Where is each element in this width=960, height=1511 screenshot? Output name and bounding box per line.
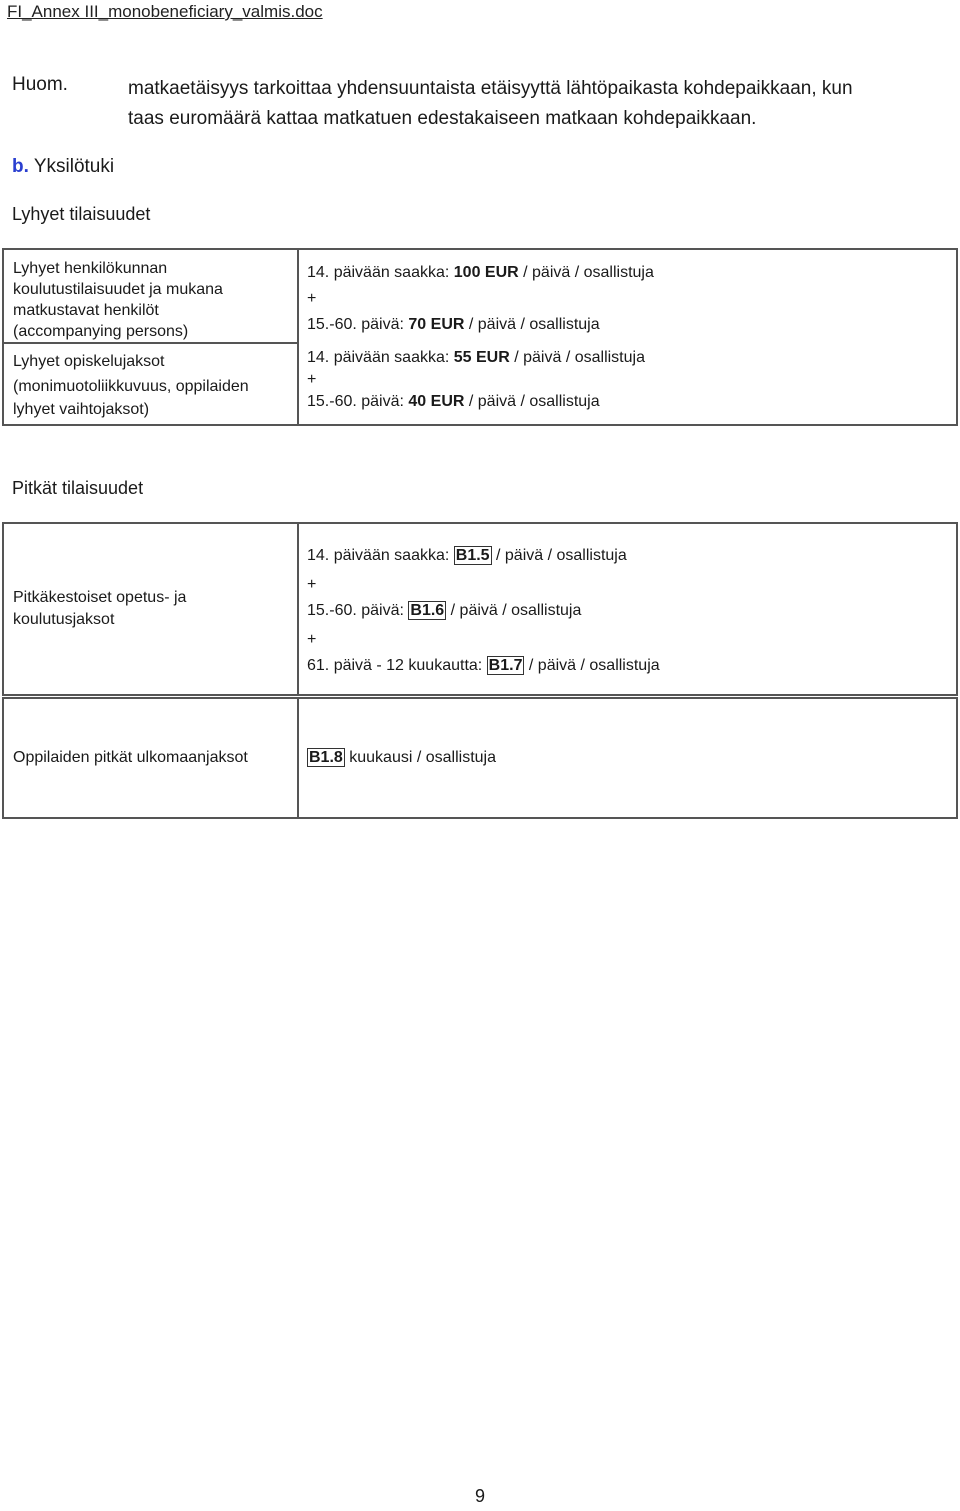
short-term-table bbox=[2, 248, 958, 426]
rate-period: 14. päivään saakka: bbox=[307, 264, 454, 281]
pupils-label-cell bbox=[3, 698, 298, 818]
note-label: Huom. bbox=[12, 74, 68, 95]
pupils-long-table bbox=[2, 697, 958, 819]
label-line: Lyhyet henkilökunnan bbox=[13, 260, 168, 277]
rate-line bbox=[307, 598, 946, 626]
rate-code: B1.6 bbox=[410, 602, 445, 619]
study-periods-label-cell bbox=[3, 343, 298, 425]
pupils-rate-cell bbox=[298, 698, 957, 818]
label-line: matkustavat henkilöt bbox=[13, 302, 159, 319]
rate-code: B1.7 bbox=[488, 657, 523, 674]
plus-sign: + bbox=[307, 631, 317, 648]
rate-amount: 55 EUR bbox=[453, 349, 510, 366]
rate-line bbox=[299, 749, 956, 767]
table-row bbox=[3, 698, 957, 818]
rate-unit: / päivä / osallistuja bbox=[464, 316, 600, 333]
short-term-heading: Lyhyet tilaisuudet bbox=[12, 204, 151, 224]
label-line: lyhyet vaihtojaksot) bbox=[13, 401, 150, 418]
table-row bbox=[3, 343, 957, 425]
long-term-table bbox=[2, 522, 958, 696]
label-line: (accompanying persons) bbox=[13, 323, 189, 340]
label-line: Pitkäkestoiset opetus- ja bbox=[13, 589, 187, 606]
rate-line bbox=[307, 391, 946, 413]
long-teaching-rates-cell bbox=[298, 523, 957, 695]
rate-unit: / päivä / osallistuja bbox=[509, 349, 645, 366]
rate-unit: / päivä / osallistuja bbox=[446, 602, 582, 619]
plus-sign: + bbox=[307, 576, 317, 593]
rate-line bbox=[307, 260, 946, 286]
rate-line bbox=[307, 312, 946, 338]
document-filename: FI_Annex III_monobeneficiary_valmis.doc bbox=[7, 2, 323, 21]
plus-sign: + bbox=[307, 371, 317, 388]
long-term-heading: Pitkät tilaisuudet bbox=[12, 478, 144, 498]
rate-unit: / päivä / osallistuja bbox=[518, 264, 654, 281]
rate-amount: 70 EUR bbox=[408, 316, 465, 333]
rate-period: 61. päivä - 12 kuukautta: bbox=[307, 657, 487, 674]
rate-period: 14. päivään saakka: bbox=[307, 547, 454, 564]
note-line-1: matkaetäisyys tarkoittaa yhdensuuntaista etäisyyttä lähtöpaikasta kohdepaikkaan, kun bbox=[128, 78, 853, 99]
label-line: koulutusjaksot bbox=[13, 611, 115, 628]
study-periods-rates-cell bbox=[298, 343, 957, 425]
rate-code: B1.5 bbox=[455, 547, 490, 564]
section-prefix: b. bbox=[12, 156, 29, 177]
pupils-label: Oppilaiden pitkät ulkomaanjaksot bbox=[13, 749, 248, 766]
note-text bbox=[128, 74, 943, 134]
section-heading-b bbox=[12, 156, 114, 178]
rate-unit: / päivä / osallistuja bbox=[491, 547, 627, 564]
rate-unit: / päivä / osallistuja bbox=[464, 393, 600, 410]
rate-unit: / päivä / osallistuja bbox=[524, 657, 660, 674]
rate-unit: kuukausi / osallistuja bbox=[344, 749, 496, 766]
rate-line bbox=[307, 653, 946, 681]
rate-amount: 40 EUR bbox=[408, 393, 465, 410]
long-teaching-label-cell bbox=[3, 523, 298, 695]
table-row bbox=[3, 249, 957, 343]
rate-amount: 100 EUR bbox=[453, 264, 519, 281]
staff-training-rates-cell bbox=[298, 249, 957, 343]
rate-period: 15.-60. päivä: bbox=[307, 316, 409, 333]
note-line-2: taas euromäärä kattaa matkatuen edestakaiseen matkaan kohdepaikkaan. bbox=[128, 108, 757, 129]
label-line: (monimuotoliikkuvuus, oppilaiden bbox=[13, 378, 249, 395]
rate-line bbox=[307, 347, 946, 369]
table-row bbox=[3, 523, 957, 695]
plus-sign: + bbox=[307, 290, 317, 307]
staff-training-label-cell bbox=[3, 249, 298, 343]
rate-code: B1.8 bbox=[309, 749, 343, 766]
rate-period: 15.-60. päivä: bbox=[307, 393, 409, 410]
page-number: 9 bbox=[474, 1486, 485, 1506]
section-title: Yksilötuki bbox=[33, 156, 115, 177]
rate-period: 15.-60. päivä: bbox=[307, 602, 409, 619]
rate-period: 14. päivään saakka: bbox=[307, 349, 454, 366]
rate-line bbox=[307, 543, 946, 571]
label-line: koulutustilaisuudet ja mukana bbox=[13, 281, 223, 298]
label-line: Lyhyet opiskelujaksot bbox=[13, 353, 165, 370]
